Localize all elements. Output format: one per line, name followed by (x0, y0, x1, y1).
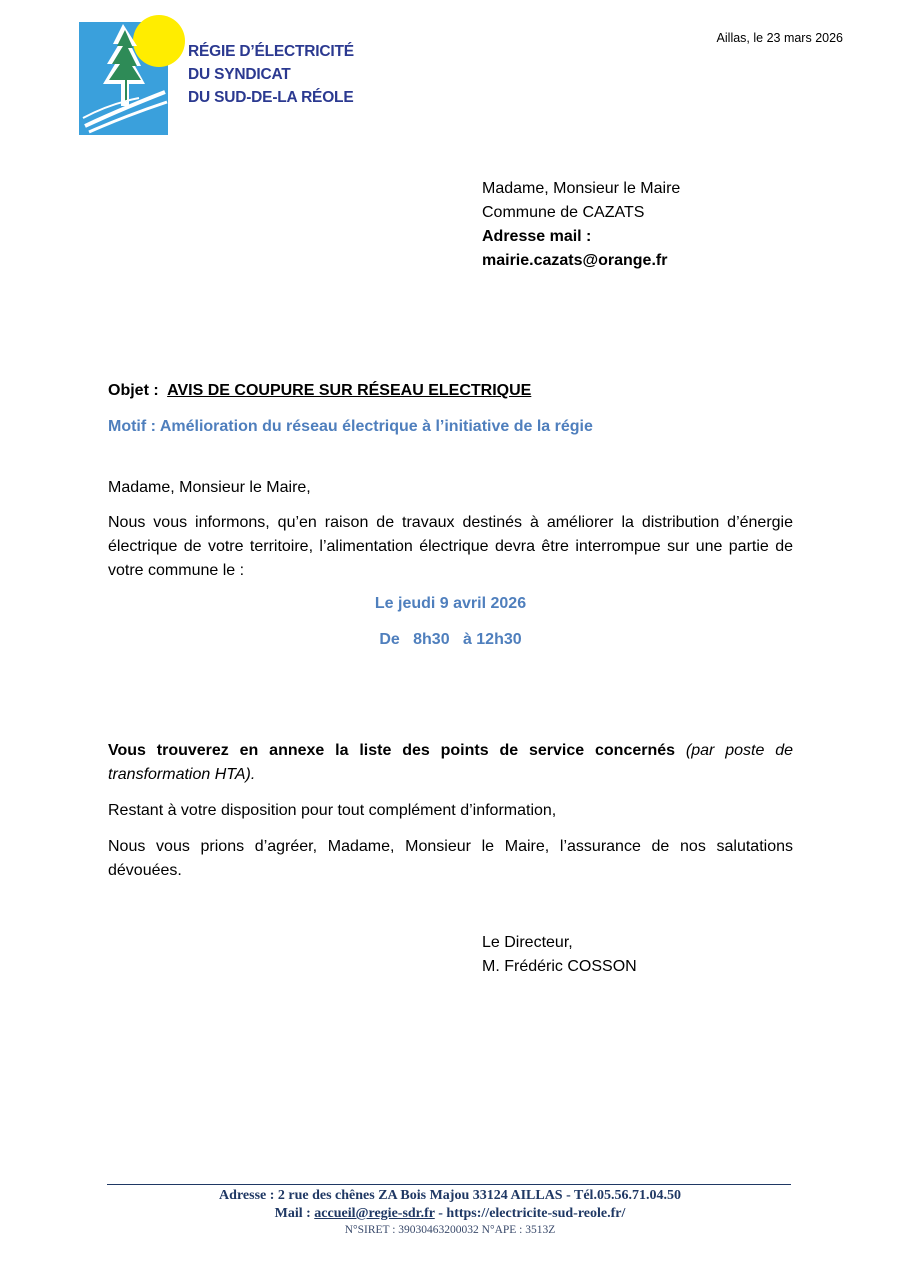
footer-divider (107, 1184, 791, 1185)
org-name-line-3: DU SUD-DE-LA RÉOLE (188, 89, 354, 106)
footer (0, 1187, 900, 1238)
inform-paragraph: Nous vous informons, qu’en raison de travaux destinés à améliorer la distribution d’énergie électrique de votre territoire, l’alimentation électrique devra être interrompue sur une partie de votre commune le : (108, 514, 793, 579)
salutation-paragraph: Nous vous prions d’agréer, Madame, Monsieur le Maire, l’assurance de nos salutations dévouées. (108, 838, 793, 879)
subject-title: AVIS DE COUPURE SUR RÉSEAU ELECTRIQUE (167, 382, 532, 399)
org-name-line-1: RÉGIE D’ÉLECTRICITÉ (188, 43, 354, 60)
signature-name: M. Frédéric COSSON (482, 958, 637, 975)
availability-paragraph: Restant à votre disposition pour tout complément d’information, (108, 802, 557, 819)
signature-block (482, 931, 637, 979)
recipient-block (482, 177, 680, 273)
recipient-line-1: Madame, Monsieur le Maire (482, 180, 681, 197)
org-name-line-2: DU SYNDICAT (188, 66, 291, 83)
regie-logo (79, 14, 189, 136)
organization-name (188, 40, 354, 109)
cut-date: Le jeudi 9 avril 2026 (374, 595, 527, 612)
subject-label: Objet : (108, 382, 159, 399)
footer-address: Adresse : 2 rue des chênes ZA Bois Majou 33124 AILLAS - Tél.05.56.71.04.50 (219, 1188, 681, 1203)
signature-title: Le Directeur, (482, 934, 573, 951)
letter-date: Aillas, le 23 mars 2026 (716, 31, 843, 45)
footer-mail-label: Mail : (274, 1206, 315, 1221)
greeting: Madame, Monsieur le Maire, (108, 479, 311, 496)
annexe-bold-text: Vous trouverez en annexe la liste des points de service concernés (108, 742, 676, 759)
annexe-italic-text: (par poste de transformation HTA). (108, 742, 794, 783)
footer-siret: N°SIRET : 39030463200032 N°APE : 3513Z (344, 1224, 556, 1236)
footer-mail-link[interactable]: accueil@regie-sdr.fr (314, 1206, 435, 1221)
recipient-mail-label: Adresse mail : (482, 228, 592, 245)
subject-motif: Motif : Amélioration du réseau électrique à l’initiative de la régie (108, 418, 593, 435)
subject-line (108, 382, 531, 400)
footer-website[interactable]: - https://electricite-sud-reole.fr/ (434, 1206, 626, 1221)
cut-time: De 8h30 à 12h30 (379, 631, 522, 648)
annexe-paragraph (108, 739, 793, 787)
recipient-mail: mairie.cazats@orange.fr (482, 252, 668, 269)
recipient-line-2: Commune de CAZATS (482, 204, 645, 221)
footer-contact (0, 1205, 900, 1223)
